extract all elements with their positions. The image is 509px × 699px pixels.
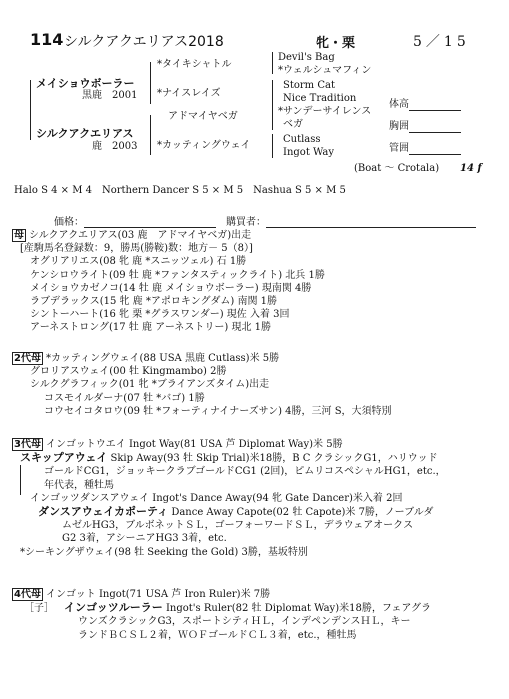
skip-away-cont: ゴールドCG1，ジョッキークラブゴールドCG1 (2回)，ピムリコスペシャルHG1，etc.， (44, 466, 446, 478)
dam-section (12, 229, 503, 335)
second-dam-tag: 2代母 (14, 353, 41, 364)
fourth-dam-section (12, 588, 503, 642)
family-line: (Boat ～ Crotala) (354, 163, 440, 174)
cannon-label: 管囲 (389, 143, 409, 154)
offspring-row: コスモイルダーナ(07 牡 *バゴ) 1勝 (44, 392, 205, 404)
dance-away-cont: G2 3着，アシーニアHG3 3着，etc. (62, 533, 227, 545)
dam-dam-sire: Cutlass (283, 134, 321, 145)
ingots-ruler-cont: ランドＢＣＳＬ２着，ＷＯＦゴールドＣＬ３着，etc.，種牡馬 (78, 629, 357, 641)
offspring-row: アーネストロング(17 牡 鹿 アーネストリー) 現北 1勝 (30, 322, 271, 334)
sire-dam-sire: Storm Cat (283, 80, 335, 91)
dance-away-cont: ムゼルHG3，ブルボネットＳＬ，ゴーフォーワードＳＬ，デラウェアオークス (62, 520, 414, 532)
ingots-ruler-name: インゴッツルーラー (64, 601, 163, 615)
sire-dam: *ナイスレイズ (157, 88, 221, 99)
sire-sire-dam: *ウェルシュマフィン (278, 65, 372, 76)
dance-away-name: ダンスアウェイカポーティ (38, 505, 169, 519)
buyer-label: 購買者： (226, 217, 266, 228)
dam-sire-dam: ベガ (283, 119, 303, 130)
skip-away-cont: 年代表，種牡馬 (44, 479, 114, 491)
offspring-row: オグリアリエス(08 牝 鹿 *スニッツェル) 石 1勝 (30, 256, 247, 268)
cannon-field[interactable] (389, 142, 461, 155)
offspring-row: コウセイコタロウ(09 牡 *フォーティナイナーズサン) 4勝，三河 S，大須特別 (44, 405, 392, 417)
buyer-field[interactable] (226, 213, 476, 228)
fourth-dam-tag: 4代母 (14, 589, 41, 600)
family-number: 14 f (460, 163, 482, 174)
chest-label: 胸囲 (389, 121, 409, 132)
offspring-row: インゴッツダンスアウェイ Ingot's Dance Away(94 牝 Gate Dancer)米入着 2回 (30, 492, 403, 504)
dam-dam: *カッティングウェイ (157, 140, 251, 151)
sire-dam-dam: Nice Tradition (283, 93, 357, 104)
dam-tag: 母 (14, 230, 24, 241)
height-label: 体高 (389, 99, 409, 110)
offspring-row: メイショウカゼノコ(14 牡 鹿 メイショウボーラー) 現南関 4勝 (30, 282, 312, 294)
lot-number: 114 (30, 30, 64, 49)
dam-line: シルクアクエリアス(03 鹿 アドマイヤベガ)出走 (29, 230, 252, 241)
dam-offspring-count: [産駒馬名登録数：9，勝馬(勝鞍)数：地方－ 5（8）] (20, 243, 253, 255)
inbreeding-line: Halo S 4 × M 4 Northern Dancer S 5 × M 5 Nashua S 5 × M 5 (14, 185, 346, 196)
price-field[interactable] (54, 213, 216, 228)
offspring-row: *シーキングザウェイ(98 牡 Seeking the Gold) 3勝，基坂特別 (20, 546, 308, 558)
third-dam-line: インゴットウエイ Ingot Way(81 USA 芦 Diplomat Way)米 5勝 (45, 439, 343, 450)
ingots-ruler-text: Ingot's Ruler(82 牡 Diplomat Way)米18勝，フェアグラ (162, 603, 432, 615)
dance-away-text: Dance Away Capote(02 牡 Capote)米 7勝，ノーブルダ (168, 507, 434, 519)
third-dam-section (12, 438, 503, 559)
offspring-row: シントーハート(16 牝 栗 *グラスワンダー) 現佐 入着 3回 (30, 309, 290, 321)
children-label: ［子］ (24, 603, 54, 615)
third-dam-tag: 3代母 (14, 439, 41, 450)
offspring-row: ケンシロウライト(09 牡 鹿 *ファンタスティックライト) 北兵 1勝 (30, 269, 325, 281)
fourth-dam-line: インゴット Ingot(71 USA 芦 Iron Ruler)米 7勝 (45, 589, 271, 600)
offspring-row: シルクグラフィック(01 牝 *ブライアンズタイム)出走 (30, 379, 270, 391)
second-dam-line: *カッティングウェイ(88 USA 黒鹿 Cutlass)米 5勝 (45, 353, 280, 364)
lot-date: 5／15 (413, 34, 470, 50)
skip-away-name: スキップアウェイ (20, 451, 108, 465)
chest-field[interactable] (389, 120, 461, 133)
sire-sire: *タイキシャトル (157, 59, 232, 70)
price-label: 価格： (54, 217, 84, 228)
skip-away-text: Skip Away(93 牡 Skip Trial)米18勝，B C クラシックG1，ハリウッド (107, 453, 438, 465)
dam-sire: アドマイヤベガ (168, 111, 238, 122)
dam-info: 鹿 2003 (92, 141, 138, 152)
ingots-ruler-cont: ウンズクラシックG3，スポートシティＨＬ，インデペンデンスＨＬ，キー (78, 616, 411, 628)
horse-name: シルクアクエリアス2018 (64, 34, 224, 50)
sire-name: メイショウボーラー (36, 77, 135, 90)
dam-sire-sire: *サンデーサイレンス (278, 106, 372, 117)
second-dam-section (12, 352, 503, 418)
offspring-row: グロリアスウェイ(00 牡 Kingmambo) 2勝 (30, 366, 227, 378)
offspring-row: ラブデラックス(15 牝 鹿 *アポロキングダム) 南関 1勝 (30, 296, 277, 308)
sex-color: 牝・栗 (316, 36, 356, 51)
height-field[interactable] (389, 98, 461, 111)
sire-sire-sire: Devil's Bag (278, 52, 335, 63)
dam-dam-dam: Ingot Way (283, 147, 335, 158)
dam-name: シルクアクエリアス (36, 127, 134, 140)
sire-info: 黒鹿 2001 (82, 90, 138, 101)
